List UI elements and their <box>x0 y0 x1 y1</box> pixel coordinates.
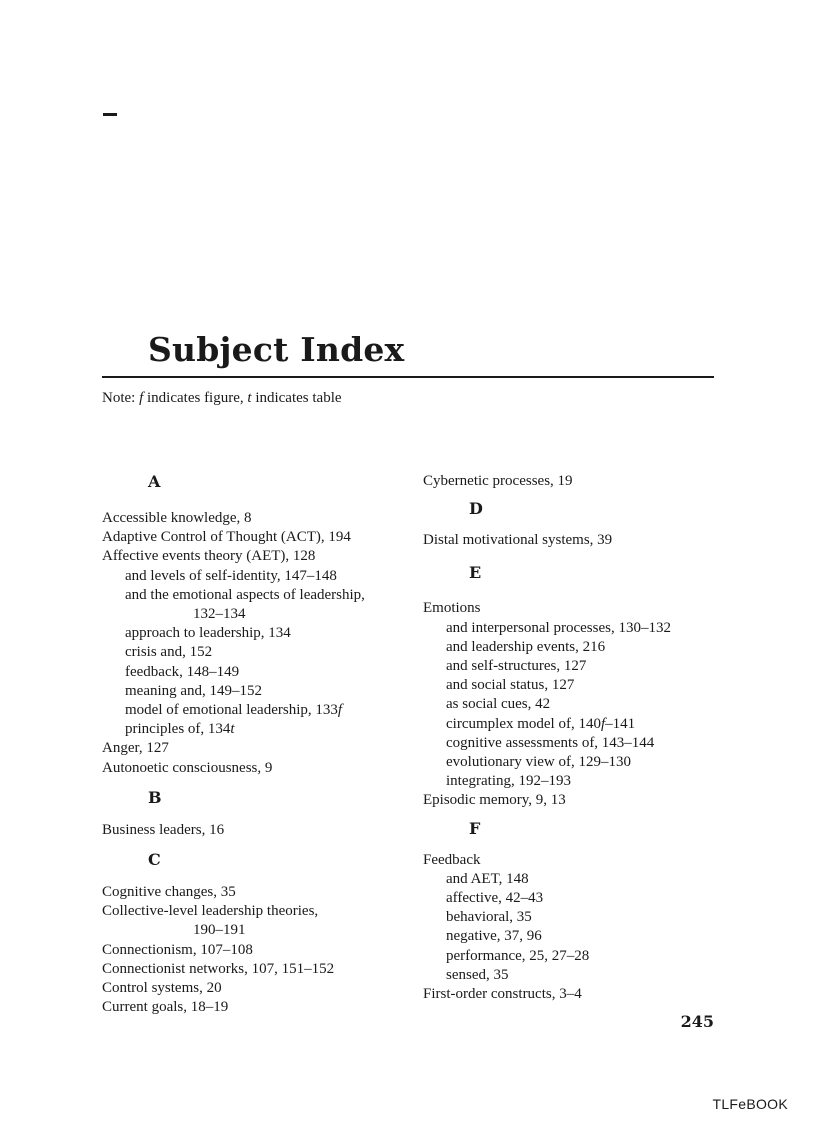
page-title: Subject Index <box>148 330 405 369</box>
index-subentry: model of emotional leadership, 133f <box>125 702 343 719</box>
index-entry: Affective events theory (AET), 128 <box>102 548 316 565</box>
section-letter-f: F <box>469 818 481 838</box>
index-continuation: 132–134 <box>193 606 246 623</box>
section-letter-d: D <box>469 499 483 519</box>
index-continuation: 190–191 <box>193 922 246 939</box>
index-entry: Episodic memory, 9, 13 <box>423 792 566 809</box>
index-subentry: feedback, 148–149 <box>125 663 240 680</box>
index-entry: Emotions <box>423 600 481 617</box>
index-entry: Connectionist networks, 107, 151–152 <box>102 960 335 977</box>
index-entry: Accessible knowledge, 8 <box>102 510 252 526</box>
index-subentry: and levels of self-identity, 147–148 <box>125 567 337 584</box>
index-subentry: principles of, 134t <box>125 721 235 738</box>
index-subentry: meaning and, 149–152 <box>125 682 263 699</box>
page-number: 245 <box>680 1012 714 1031</box>
index-subentry: sensed, 35 <box>446 966 509 983</box>
index-entry: Adaptive Control of Thought (ACT), 194 <box>102 529 351 546</box>
index-subentry: and AET, 148 <box>446 870 529 887</box>
index-subentry: and the emotional aspects of leadership, <box>125 586 365 603</box>
index-subentry: approach to leadership, 134 <box>125 625 291 642</box>
section-letter-a: A <box>148 472 161 491</box>
index-subentry: circumplex model of, 140f–141 <box>446 715 636 732</box>
index-subentry: and interpersonal processes, 130–132 <box>446 619 671 636</box>
footer-watermark: TLFeBOOK <box>712 1096 788 1112</box>
index-subentry: performance, 25, 27–28 <box>446 947 590 964</box>
index-subentry: and leadership events, 216 <box>446 638 606 655</box>
index-entry: Control systems, 20 <box>102 980 222 997</box>
index-entry: Business leaders, 16 <box>102 821 225 838</box>
index-entry: Collective-level leadership theories, <box>102 903 319 920</box>
index-column-right <box>423 472 723 1004</box>
index-subentry: cognitive assessments of, 143–144 <box>446 734 655 751</box>
index-entry: Feedback <box>423 851 481 868</box>
section-letter-e: E <box>469 563 482 583</box>
section-letter-c: C <box>148 850 161 870</box>
index-subentry: affective, 42–43 <box>446 890 544 907</box>
index-subentry: negative, 37, 96 <box>446 928 542 945</box>
index-entry: Distal motivational systems, 39 <box>423 532 613 549</box>
index-subentry: evolutionary view of, 129–130 <box>446 754 631 771</box>
index-note: Note: f indicates figure, t indicates table <box>102 390 342 406</box>
index-entry: Cognitive changes, 35 <box>102 884 236 901</box>
index-entry: First-order constructs, 3–4 <box>423 986 582 1003</box>
page-dash-mark <box>103 113 117 116</box>
index-column-left <box>102 472 412 1017</box>
index-entry: Cybernetic processes, 19 <box>423 473 573 489</box>
index-entry: Autonoetic consciousness, 9 <box>102 759 273 776</box>
index-entry: Connectionism, 107–108 <box>102 941 253 958</box>
title-rule <box>102 376 714 378</box>
index-entry: Current goals, 18–19 <box>102 999 229 1016</box>
section-letter-b: B <box>148 787 162 807</box>
index-subentry: integrating, 192–193 <box>446 773 571 790</box>
index-subentry: crisis and, 152 <box>125 644 213 661</box>
index-subentry: as social cues, 42 <box>446 696 551 713</box>
index-entry: Anger, 127 <box>102 740 169 757</box>
index-subentry: behavioral, 35 <box>446 909 532 926</box>
index-subentry: and social status, 127 <box>446 677 575 694</box>
index-subentry: and self-structures, 127 <box>446 658 587 675</box>
